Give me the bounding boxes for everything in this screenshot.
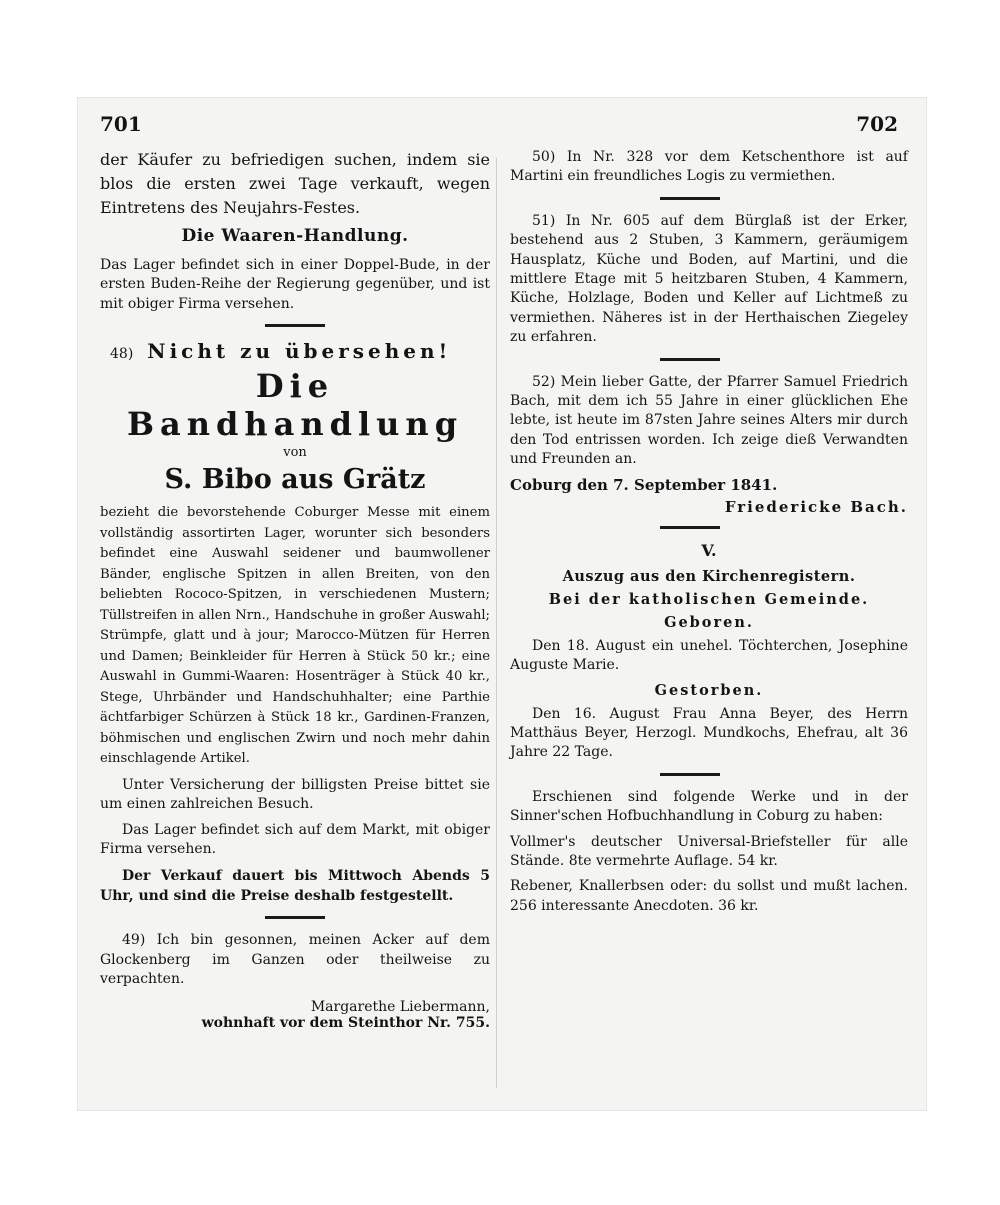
left-column — [100, 148, 490, 1031]
ad-48-firm-name: S. Bibo aus Grätz — [164, 464, 426, 496]
section-rule — [660, 773, 720, 776]
ad-51-text: 51) In Nr. 605 auf dem Bürglaß ist der Erker, bestehend aus 2 Stuben, 3 Kammern, geräumigem Hausplatz, Küche und Boden, auf Martini, und die mittlere Etage mit 5 heitzbaren Stuben, 4 Kammern, Küche, Holzlage, Boden und Keller auf Lichtmeß zu vermiethen. Näheres ist in der Herthaischen Ziegeley zu erfahren. — [510, 212, 908, 346]
page-number-right: 702 — [856, 112, 898, 136]
died-heading: Gestorben. — [654, 681, 764, 699]
ad-48-headline: Nicht zu übersehen! — [147, 339, 452, 364]
continued-ad-text: der Käufer zu befriedigen suchen, indem sie blos die ersten zwei Tage verkauft, wegen Eintretens des Neujahrs-Festes. — [100, 150, 490, 217]
ad-52-text: 52) Mein lieber Gatte, der Pfarrer Samuel Friedrich Bach, mit dem ich 55 Jahre in einer glücklichen Ehe lebte, ist heute im 87sten Jahre seines Alters mir durch den Tod entrissen worden. Ich zeige dieß Verwandten und Freunden an. — [510, 373, 908, 468]
section-rule — [265, 916, 325, 919]
ad-48-number: 48) — [110, 346, 134, 363]
section-rule — [660, 526, 720, 529]
section-rule — [265, 324, 325, 327]
ad-48-heading — [110, 339, 490, 363]
born-heading: Geboren. — [664, 613, 754, 631]
page-number-left: 701 — [100, 112, 142, 136]
church-register-title: Auszug aus den Kirchenregistern. — [562, 567, 856, 585]
book-entry-2: Rebener, Knallerbsen oder: du sollst und mußt lachen. 256 interessante Anecdoten. 36 kr. — [510, 878, 908, 914]
ad-50-text: 50) In Nr. 328 vor dem Ketschenthore ist auf Martini ein freundliches Logis zu vermiethen. — [510, 149, 908, 185]
scanned-page-spread — [78, 98, 926, 1110]
book-entry-1: Vollmer's deutscher Universal-Briefsteller für alle Stände. 8te vermehrte Auflage. 54 kr. — [510, 833, 908, 869]
section-number: V. — [701, 540, 717, 560]
waaren-handlung-signature: Die Waaren-Handlung. — [181, 226, 409, 246]
lager-location-text: Das Lager befindet sich in einer Doppel-Bude, in der ersten Buden-Reihe der Regierung gegenüber, und ist mit obiger Firma versehen. — [100, 257, 490, 312]
ad-48-body: bezieht die bevorstehende Coburger Messe mit einem vollständig assortirten Lager, worunter sich besonders befindet eine Auswahl seidener und baumwollener Bänder, englische Spitzen in allen Breiten, von den beliebten Rococo-Spitzen, in verschiedenen Mustern; Tüllstreifen in allen Nrn., Handschuhe in großer Auswahl; Strümpfe, glatt und à jour; Marocco-Mützen für Herren und Damen; Beinkleider für Herren à Stück 50 kr.; eine Auswahl in Gummi-Waaren: Hosenträger à Stück 40 kr., Stege, Uhrbänder und Handschuhhalter; eine Parthie ächtfarbiger Schürzen à Stück 18 kr., Gardinen-Franzen, böhmischen und englischen Zwirn und noch mehr dahin einschlagende Artikel. — [100, 505, 490, 767]
ad-49-address: wohnhaft vor dem Steinthor Nr. 755. — [201, 1015, 490, 1032]
ad-48-lager-text: Das Lager befindet sich auf dem Markt, mit obiger Firma versehen. — [100, 821, 490, 857]
catholic-community-heading: Bei der katholischen Gemeinde. — [548, 590, 870, 608]
died-entry: Den 16. August Frau Anna Beyer, des Herrn Matthäus Beyer, Herzogl. Mundkochs, Ehefrau, alt 36 Jahre 22 Tage. — [510, 705, 908, 761]
ad-48-sale-text: Der Verkauf dauert bis Mittwoch Abends 5 Uhr, und sind die Preise deshalb festgestellt. — [100, 868, 490, 904]
ad-48-title: Die Bandhandlung — [126, 367, 464, 444]
section-rule — [660, 197, 720, 200]
column-gutter — [496, 158, 497, 1088]
section-rule — [660, 358, 720, 361]
books-intro: Erschienen sind folgende Werke und in der Sinner'schen Hofbuchhandlung in Coburg zu haben: — [510, 788, 908, 825]
ad-49-name: Margarethe Liebermann, — [310, 999, 490, 1016]
ad-48-von: von — [283, 445, 307, 461]
right-column — [510, 148, 908, 916]
ad-49-text: 49) Ich bin gesonnen, meinen Acker auf dem Glockenberg im Ganzen oder theilweise zu verpachten. — [100, 932, 490, 987]
ad-52-signature: Friedericke Bach. — [724, 497, 908, 516]
born-entry: Den 18. August ein unehel. Töchterchen, Josephine Auguste Marie. — [510, 637, 908, 674]
ad-48-prices-text: Unter Versicherung der billigsten Preise bittet sie um einen zahlreichen Besuch. — [100, 776, 490, 813]
ad-52-date: Coburg den 7. September 1841. — [510, 475, 778, 494]
